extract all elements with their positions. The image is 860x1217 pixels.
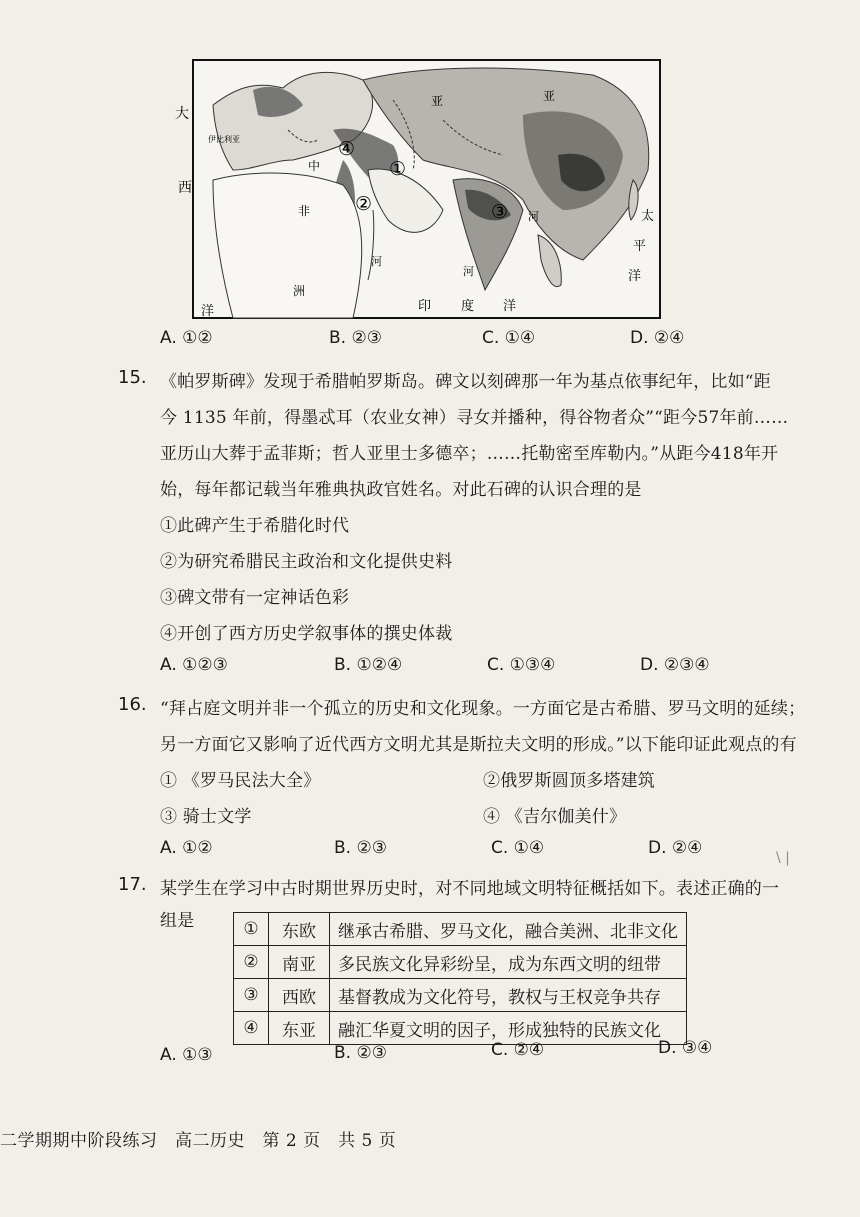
q16-option-b[interactable]: B. ②③: [334, 838, 387, 858]
map-marker-1: ①: [389, 158, 407, 180]
map-label-iberia: 伊比利亚: [208, 135, 240, 144]
map-label-yang2: 洋: [503, 299, 517, 314]
map-marker-3: ③: [491, 201, 509, 223]
table-row: [234, 946, 687, 979]
q14-option-a[interactable]: A. ①②: [160, 328, 213, 348]
map-label-ping: 平: [633, 239, 647, 254]
q17-stem-line-2: 组是: [160, 911, 195, 931]
q15-option-c[interactable]: C. ①③④: [487, 655, 556, 675]
q15-option-b[interactable]: B. ①②④: [334, 655, 403, 675]
map-label-da: 大: [175, 106, 189, 122]
q15-item-1: ①此碑产生于希腊化时代: [160, 516, 350, 536]
map-label-tai: 太: [641, 209, 655, 224]
civilization-summary-table: [233, 912, 687, 1045]
map-label-ya2: 亚: [543, 89, 556, 103]
map-label-xi: 西: [178, 180, 192, 196]
map-marker-2: ②: [355, 193, 373, 215]
map-label-zhou: 洲: [293, 284, 306, 298]
q15-stem-line-3: 亚历山大葬于孟菲斯；哲人亚里士多德卒；……托勒密至库勒内。”从距今418年开: [160, 444, 779, 464]
table-row: [234, 1012, 687, 1045]
q17-option-c[interactable]: C. ②④: [491, 1040, 545, 1060]
q17-option-d[interactable]: D. ③④: [658, 1038, 713, 1058]
map-label-he3: 河: [528, 210, 539, 223]
q16-option-d[interactable]: D. ②④: [648, 838, 703, 858]
edge-mark: \ |: [776, 850, 790, 866]
map-label-ya: 亚: [431, 94, 444, 108]
map-svg: [175, 60, 660, 319]
map-label-fei: 非: [298, 204, 311, 218]
page-footer: 二学期期中阶段练习 高二历史 第 2 页 共 5 页: [0, 1131, 397, 1151]
q17-option-a[interactable]: A. ①③: [160, 1045, 213, 1065]
q17-option-b[interactable]: B. ②③: [334, 1043, 387, 1063]
row-description: 继承古希腊、罗马文化，融合美洲、北非文化: [330, 913, 687, 946]
q17-stem-line-1: 某学生在学习中古时期世界历史时，对不同地域文明特征概括如下。表述正确的一: [160, 879, 780, 899]
q15-number: 15.: [118, 367, 147, 388]
map-label-du: 度: [461, 299, 475, 314]
q16-stem-line-1: “拜占庭文明并非一个孤立的历史和文化现象。一方面它是古希腊、罗马文明的延续；: [160, 699, 806, 719]
row-description: 基督教成为文化符号，教权与王权竞争共存: [330, 979, 687, 1012]
world-map-figure: [175, 60, 660, 319]
q16-option-c[interactable]: C. ①④: [491, 838, 545, 858]
row-region: 南亚: [269, 946, 330, 979]
q17-number: 17.: [118, 874, 147, 895]
row-number: ④: [234, 1012, 269, 1045]
q16-stem-line-2: 另一方面它又影响了近代西方文明尤其是斯拉夫文明的形成。”以下能印证此观点的有: [160, 735, 797, 755]
q14-option-c[interactable]: C. ①④: [482, 328, 536, 348]
q15-stem-line-4: 始，每年都记载当年雅典执政官姓名。对此石碑的认识合理的是: [160, 480, 642, 500]
q15-option-a[interactable]: A. ①②③: [160, 655, 228, 675]
row-region: 东亚: [269, 1012, 330, 1045]
row-number: ②: [234, 946, 269, 979]
row-region: 东欧: [269, 913, 330, 946]
q16-item-4: ④ 《吉尔伽美什》: [483, 807, 627, 827]
q16-item-2: ②俄罗斯圆顶多塔建筑: [483, 771, 655, 791]
table-row: [234, 979, 687, 1012]
map-label-yin: 印: [418, 299, 432, 314]
q16-number: 16.: [118, 694, 147, 715]
q15-stem-line-1: 《帕罗斯碑》发现于希腊帕罗斯岛。碑文以刻碑那一年为基点依事纪年，比如“距: [160, 372, 771, 392]
row-description: 多民族文化异彩纷呈，成为东西文明的纽带: [330, 946, 687, 979]
q16-item-1: ① 《罗马民法大全》: [160, 771, 321, 791]
q15-option-d[interactable]: D. ②③④: [640, 655, 710, 675]
table-row: [234, 913, 687, 946]
map-label-he2: 河: [463, 265, 474, 278]
q15-stem-line-2: 今 1135 年前，得墨忒耳（农业女神）寻女并播种，得谷物者众”“距今57年前……: [160, 408, 789, 428]
map-label-yang3: 洋: [628, 269, 642, 284]
q15-item-3: ③碑文带有一定神话色彩: [160, 588, 350, 608]
map-label-yang: 洋: [201, 304, 215, 319]
q16-option-a[interactable]: A. ①②: [160, 838, 213, 858]
q14-option-d[interactable]: D. ②④: [630, 328, 685, 348]
q16-item-3: ③ 骑士文学: [160, 807, 252, 827]
row-number: ①: [234, 913, 269, 946]
row-description: 融汇华夏文明的因子，形成独特的民族文化: [330, 1012, 687, 1045]
map-label-he1: 河: [371, 255, 382, 268]
q14-option-b[interactable]: B. ②③: [329, 328, 382, 348]
row-region: 西欧: [269, 979, 330, 1012]
row-number: ③: [234, 979, 269, 1012]
q15-item-2: ②为研究希腊民主政治和文化提供史料: [160, 552, 453, 572]
map-label-zhong: 中: [308, 159, 321, 173]
map-marker-4: ④: [338, 138, 356, 160]
q15-item-4: ④开创了西方历史学叙事体的撰史体裁: [160, 624, 453, 644]
